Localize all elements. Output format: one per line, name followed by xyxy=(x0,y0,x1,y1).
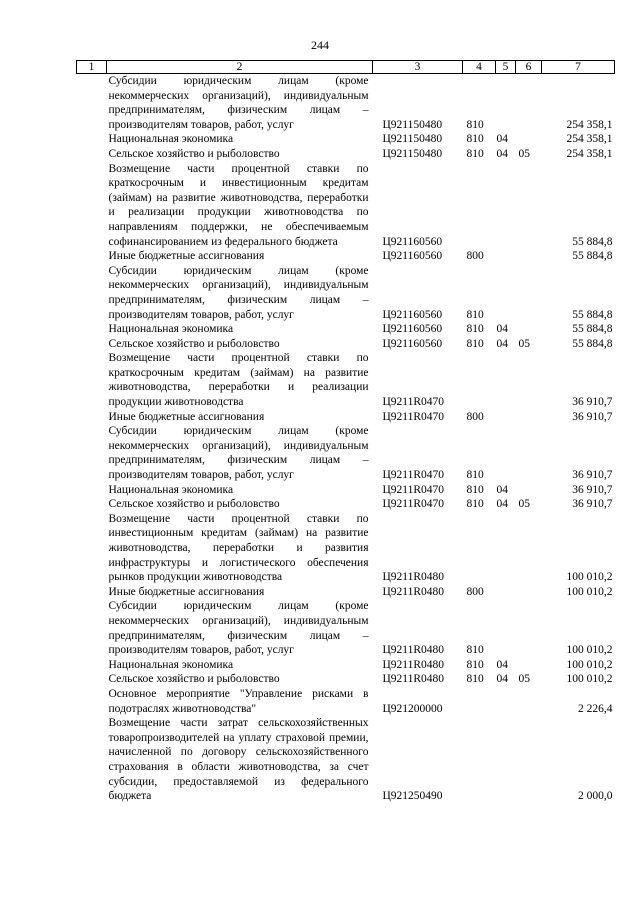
row-index-cell xyxy=(77,585,107,600)
row-index-cell xyxy=(77,249,107,264)
row-section xyxy=(463,687,496,716)
row-name: Сельское хозяйство и рыболовство xyxy=(108,673,280,686)
row-subsection xyxy=(496,162,516,250)
table-row xyxy=(77,337,615,352)
header-col-4: 4 xyxy=(463,61,496,74)
row-amount: 100 010,2 xyxy=(566,658,613,671)
row-subsection: 04 xyxy=(496,147,508,160)
row-name: Возмещение части затрат сельскохозяйственных товаропроизводителей на уплату страховой премии, начисленной по договору сельскохозяйственного страхования в области животноводства, за счет субсидии, предоставляемой из федерального бюджета xyxy=(108,717,369,803)
row-subsection xyxy=(496,716,516,804)
table-row xyxy=(77,512,615,585)
row-name: Национальная экономика xyxy=(108,323,234,336)
row-name: Национальная экономика xyxy=(108,483,234,496)
row-subsection: 04 xyxy=(496,483,508,496)
row-expense-type xyxy=(516,585,542,600)
row-expense-type xyxy=(516,658,542,673)
table-row xyxy=(77,672,615,687)
row-subsection xyxy=(496,74,516,133)
row-section: 810 xyxy=(466,644,484,657)
row-subsection: 04 xyxy=(496,133,508,146)
row-subsection: 04 xyxy=(496,337,508,350)
row-expense-type xyxy=(516,483,542,498)
table-row xyxy=(77,687,615,716)
row-section: 810 xyxy=(466,133,484,146)
row-index-cell xyxy=(77,599,107,657)
row-index-cell xyxy=(77,264,107,322)
row-subsection xyxy=(496,249,516,264)
row-code: Ц9211R0480 xyxy=(382,571,445,584)
row-name: Субсидии юридическим лицам (кроме некоммерческих организаций), индивидуальным предпринимателям, физическим лицам – производителям товаров, работ, услуг xyxy=(108,425,369,482)
row-code: Ц921160560 xyxy=(382,323,443,336)
row-expense-type: 05 xyxy=(518,147,530,160)
row-amount: 55 884,8 xyxy=(572,235,613,248)
row-section: 800 xyxy=(466,585,484,598)
table-row xyxy=(77,351,615,409)
table-row xyxy=(77,410,615,425)
row-name: Возмещение части процентной ставки по краткосрочным кредитам (займам) на развитие животноводства, переработки и реализации продукции животноводства xyxy=(108,352,369,409)
row-subsection xyxy=(496,410,516,425)
row-code: Ц921160560 xyxy=(382,308,443,321)
row-section: 810 xyxy=(466,498,484,511)
table-row xyxy=(77,497,615,512)
row-subsection xyxy=(496,599,516,657)
table-row xyxy=(77,483,615,498)
row-code: Ц921150480 xyxy=(382,133,443,146)
row-expense-type xyxy=(516,162,542,250)
table-body xyxy=(77,74,615,804)
row-code: Ц921160560 xyxy=(382,337,443,350)
row-amount: 36 910,7 xyxy=(572,469,613,482)
row-index-cell xyxy=(77,351,107,409)
row-index-cell xyxy=(77,410,107,425)
row-code: Ц921160560 xyxy=(382,235,443,248)
table-row xyxy=(77,249,615,264)
header-col-7: 7 xyxy=(542,61,615,74)
row-expense-type: 05 xyxy=(518,498,530,511)
row-subsection xyxy=(496,512,516,585)
budget-table xyxy=(76,60,615,804)
row-expense-type xyxy=(516,410,542,425)
row-expense-type xyxy=(516,599,542,657)
row-code: Ц9211R0480 xyxy=(382,644,445,657)
table-row xyxy=(77,264,615,322)
row-amount: 36 910,7 xyxy=(572,483,613,496)
row-subsection xyxy=(496,264,516,322)
row-name: Иные бюджетные ассигнования xyxy=(108,250,265,263)
row-amount: 36 910,7 xyxy=(572,396,613,409)
row-code: Ц921160560 xyxy=(382,250,443,263)
row-index-cell xyxy=(77,672,107,687)
row-amount: 2 000,0 xyxy=(578,790,613,803)
row-index-cell xyxy=(77,658,107,673)
row-index-cell xyxy=(77,497,107,512)
row-code: Ц9211R0470 xyxy=(382,396,445,409)
row-code: Ц9211R0470 xyxy=(382,410,445,423)
row-expense-type xyxy=(516,512,542,585)
row-section: 810 xyxy=(466,469,484,482)
row-subsection xyxy=(496,424,516,482)
row-name: Сельское хозяйство и рыболовство xyxy=(108,147,280,160)
row-section: 810 xyxy=(466,658,484,671)
row-subsection xyxy=(496,585,516,600)
row-expense-type xyxy=(516,249,542,264)
row-expense-type xyxy=(516,687,542,716)
row-code: Ц9211R0480 xyxy=(382,673,445,686)
row-amount: 100 010,2 xyxy=(566,644,613,657)
table-header-row xyxy=(77,61,615,74)
row-subsection: 04 xyxy=(496,323,508,336)
row-expense-type xyxy=(516,716,542,804)
row-amount: 100 010,2 xyxy=(566,585,613,598)
table-row xyxy=(77,658,615,673)
row-expense-type xyxy=(516,132,542,147)
row-section: 810 xyxy=(466,673,484,686)
row-index-cell xyxy=(77,147,107,162)
row-subsection xyxy=(496,687,516,716)
row-section xyxy=(463,716,496,804)
row-amount: 55 884,8 xyxy=(572,337,613,350)
table-row xyxy=(77,424,615,482)
table-row xyxy=(77,132,615,147)
row-code: Ц9211R0470 xyxy=(382,469,445,482)
header-col-2: 2 xyxy=(107,61,373,74)
row-section: 810 xyxy=(466,147,484,160)
row-expense-type xyxy=(516,351,542,409)
row-index-cell xyxy=(77,74,107,133)
row-subsection: 04 xyxy=(496,658,508,671)
header-col-3: 3 xyxy=(373,61,463,74)
row-name: Возмещение части процентной ставки по инвестиционным кредитам (займам) на развитие животноводства, переработки и развития инфраструктуры и логистического обеспечения рынков продукции животноводства xyxy=(108,512,369,584)
row-amount: 55 884,8 xyxy=(572,250,613,263)
row-amount: 2 226,4 xyxy=(578,702,613,715)
row-code: Ц921200000 xyxy=(382,702,443,715)
row-name: Субсидии юридическим лицам (кроме некоммерческих организаций), индивидуальным предпринимателям, физическим лицам – производителям товаров, работ, услуг xyxy=(108,264,369,321)
row-expense-type xyxy=(516,322,542,337)
page-number: 244 xyxy=(311,38,329,52)
row-name: Субсидии юридическим лицам (кроме некоммерческих организаций), индивидуальным предпринимателям, физическим лицам – производителям товаров, работ, услуг xyxy=(108,600,369,657)
row-amount: 100 010,2 xyxy=(566,571,613,584)
row-section: 810 xyxy=(466,337,484,350)
row-index-cell xyxy=(77,322,107,337)
row-name: Субсидии юридическим лицам (кроме некоммерческих организаций), индивидуальным предпринимателям, физическим лицам – производителям товаров, работ, услуг xyxy=(108,75,369,131)
row-section: 810 xyxy=(466,323,484,336)
row-name: Иные бюджетные ассигнования xyxy=(108,410,265,423)
row-amount: 254 358,1 xyxy=(566,133,613,146)
row-amount: 254 358,1 xyxy=(566,118,613,131)
row-section xyxy=(463,162,496,250)
row-subsection: 04 xyxy=(496,498,508,511)
row-index-cell xyxy=(77,512,107,585)
table-row xyxy=(77,585,615,600)
row-code: Ц9211R0480 xyxy=(382,658,445,671)
row-section: 810 xyxy=(466,483,484,496)
row-code: Ц9211R0480 xyxy=(382,585,445,598)
row-amount: 254 358,1 xyxy=(566,147,613,160)
row-expense-type xyxy=(516,264,542,322)
table-row xyxy=(77,147,615,162)
row-name: Основное мероприятие "Управление рисками в подотраслях животноводства" xyxy=(108,687,369,715)
row-code: Ц921250490 xyxy=(382,790,443,803)
row-amount: 36 910,7 xyxy=(572,498,613,511)
table-row xyxy=(77,322,615,337)
row-name: Иные бюджетные ассигнования xyxy=(108,585,265,598)
row-section: 800 xyxy=(466,410,484,423)
row-section xyxy=(463,351,496,409)
row-index-cell xyxy=(77,162,107,250)
row-name: Возмещение части процентной ставки по краткосрочным и инвестиционным кредитам (займам) на развитие животноводства, переработки и реализации продукции животноводства по направлениям поддержки, не обеспечиваемым софинансированием из федерального бюджета xyxy=(108,162,369,248)
row-amount: 36 910,7 xyxy=(572,410,613,423)
row-amount: 55 884,8 xyxy=(572,323,613,336)
row-index-cell xyxy=(77,716,107,804)
row-expense-type: 05 xyxy=(518,337,530,350)
row-name: Сельское хозяйство и рыболовство xyxy=(108,498,280,511)
row-section xyxy=(463,512,496,585)
row-index-cell xyxy=(77,483,107,498)
row-section: 810 xyxy=(466,118,484,131)
row-amount: 100 010,2 xyxy=(566,673,613,686)
row-name: Сельское хозяйство и рыболовство xyxy=(108,337,280,350)
row-index-cell xyxy=(77,132,107,147)
table-row xyxy=(77,716,615,804)
row-expense-type xyxy=(516,74,542,133)
row-index-cell xyxy=(77,337,107,352)
row-section: 810 xyxy=(466,308,484,321)
row-code: Ц9211R0470 xyxy=(382,498,445,511)
header-col-6: 6 xyxy=(516,61,542,74)
row-name: Национальная экономика xyxy=(108,658,234,671)
header-col-1: 1 xyxy=(77,61,107,74)
row-index-cell xyxy=(77,424,107,482)
row-expense-type xyxy=(516,424,542,482)
row-subsection: 04 xyxy=(496,673,508,686)
table-row xyxy=(77,74,615,133)
row-subsection xyxy=(496,351,516,409)
row-code: Ц921150480 xyxy=(382,147,443,160)
row-code: Ц921150480 xyxy=(382,118,443,131)
table-row xyxy=(77,599,615,657)
row-code: Ц9211R0470 xyxy=(382,483,445,496)
header-col-5: 5 xyxy=(496,61,516,74)
row-expense-type: 05 xyxy=(518,673,530,686)
row-name: Национальная экономика xyxy=(108,133,234,146)
row-section: 800 xyxy=(466,250,484,263)
row-index-cell xyxy=(77,687,107,716)
row-amount: 55 884,8 xyxy=(572,308,613,321)
table-row xyxy=(77,162,615,250)
